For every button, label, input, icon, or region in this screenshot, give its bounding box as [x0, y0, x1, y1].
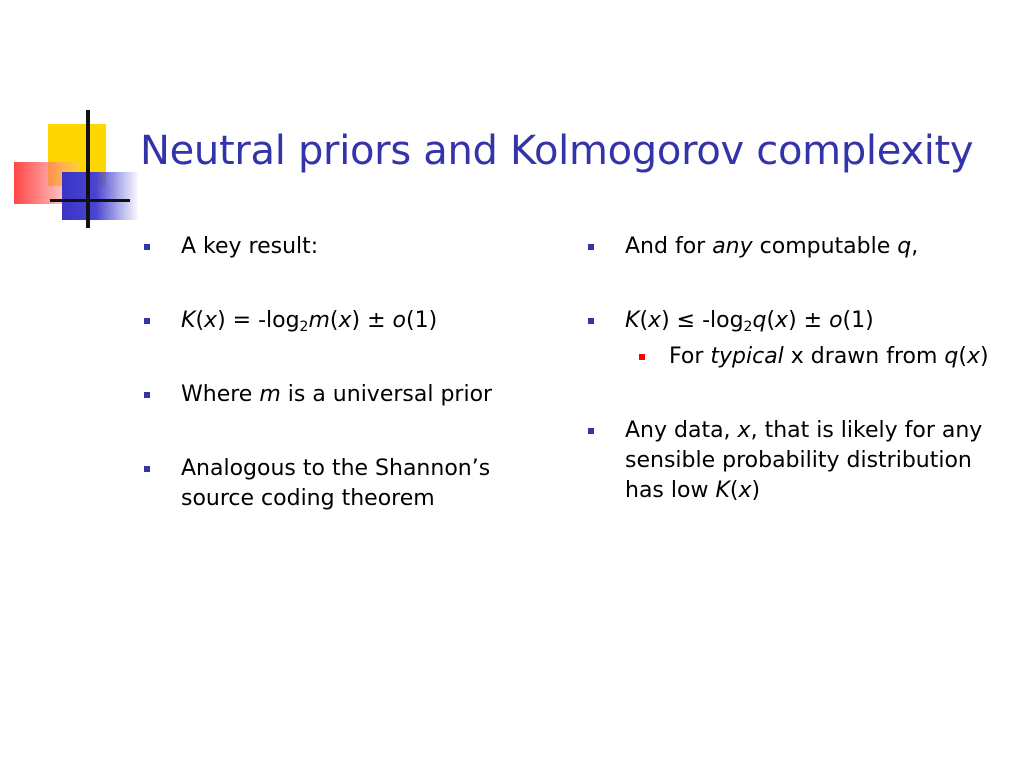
- subbullet-typical: For typical x drawn from q(x): [625, 342, 1008, 372]
- bullet-any-data: Any data, x, that is likely for any sensible probability distribution has low K(x): [588, 416, 1008, 506]
- bullet-formula-m: $K(x) = -\log_2m(x) \pm o(1)$: [144, 306, 564, 336]
- left-column: [144, 232, 564, 558]
- bullet-computable-q: And for any computable q,: [588, 232, 1008, 262]
- slide-title: Neutral priors and Kolmogorov complexity: [140, 128, 974, 174]
- bullet-universal-prior: Where m is a universal prior: [144, 380, 564, 410]
- bullet-key-result: A key result:: [144, 232, 564, 262]
- vertical-line: [86, 110, 90, 228]
- blue-square: [62, 172, 138, 220]
- decorative-logo: [0, 0, 140, 240]
- right-column: [588, 232, 1008, 550]
- bullet-formula-q: $K(x) \le -\log_2q(x) \pm o(1)$: [588, 306, 1008, 336]
- bullet-shannon: Analogous to the Shannon’s source coding theorem: [144, 454, 564, 514]
- horizontal-line: [50, 199, 130, 202]
